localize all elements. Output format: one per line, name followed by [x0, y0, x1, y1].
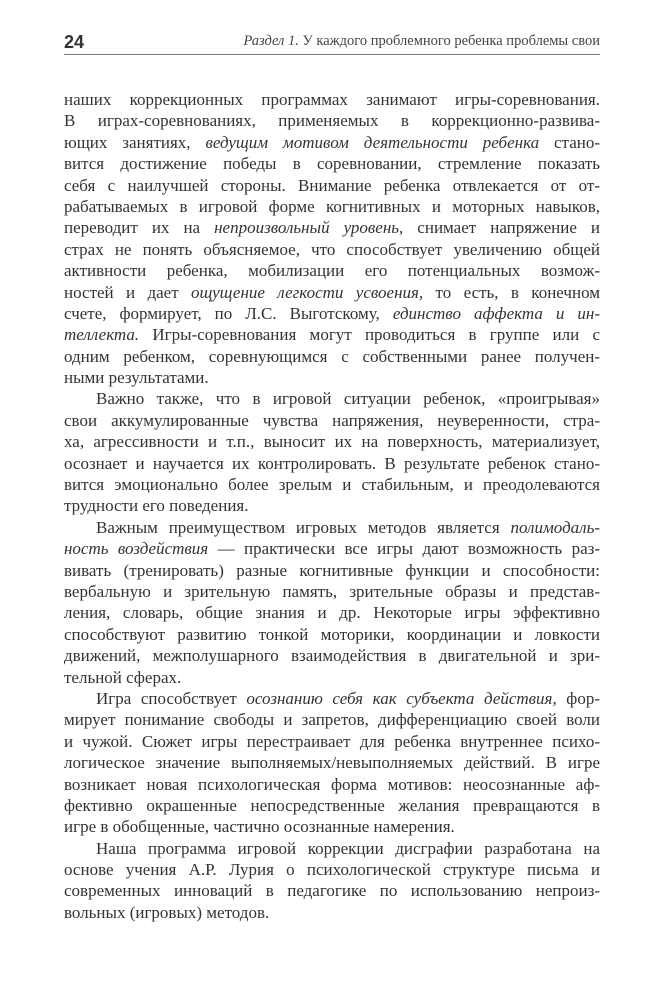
text-line [64, 282, 600, 303]
text-line [64, 795, 600, 816]
body-text: игре в обобщенные, частично осознанные намерения. [64, 817, 455, 837]
body-text: наших коррекционных программах занимают игры-соревнования. [64, 90, 600, 109]
body-text: — практически все игры дают возможность раз- [208, 539, 600, 559]
text-line [64, 175, 600, 196]
text-line [64, 239, 600, 260]
body-text: В играх-соревнованиях, применяемых в коррекционно-развива- [64, 111, 600, 131]
paragraph [64, 517, 600, 688]
text-line [64, 346, 600, 367]
page-header [64, 30, 600, 55]
text-line [64, 688, 600, 709]
text-line [64, 367, 600, 388]
text-line [64, 388, 600, 409]
text-line [64, 538, 600, 559]
text-line [64, 667, 600, 688]
text-line [64, 495, 600, 516]
text-line [64, 731, 600, 752]
paragraph [64, 688, 600, 838]
body-text: ющих занятиях, [64, 132, 206, 152]
emphasis-text: теллекта. [64, 325, 140, 345]
text-line [64, 581, 600, 602]
body-text: , снимает напряжение и [399, 218, 600, 238]
body-text: вербальную и зрительную память, зрительные образы и представ- [64, 581, 600, 601]
page-body [64, 89, 600, 923]
emphasis-text: осознанию себя как субъекта действия [246, 688, 553, 708]
paragraph [64, 838, 600, 924]
body-text: страх не понять объясняемое, что способствует увеличению общей [64, 239, 600, 259]
body-text: Важным преимуществом игровых методов является [96, 517, 511, 537]
running-head [243, 33, 600, 50]
text-line [64, 859, 600, 880]
body-text: Игры-соревнования могут проводиться в группе или с [139, 325, 600, 345]
body-text: , фор- [552, 688, 600, 708]
text-line [64, 517, 600, 538]
body-text: современных инноваций в педагогике по использованию непроиз- [64, 881, 600, 901]
text-line [64, 624, 600, 645]
body-text: вится достижение победы в соревновании, стремление показать [64, 154, 600, 174]
text-line [64, 431, 600, 452]
emphasis-text: ность воздействия [64, 539, 209, 559]
body-text: возникает новая психологическая форма мотивов: неосознанные аф- [64, 774, 600, 794]
text-line [64, 602, 600, 623]
paragraph [64, 89, 600, 388]
body-text: Наша программа игровой коррекции дисграфии разработана на [96, 838, 600, 858]
emphasis-text: полимодаль- [510, 517, 600, 537]
running-head-section: Раздел 1. [243, 33, 299, 49]
body-text: вивать (тренировать) разные когнитивные функции и способности: [64, 560, 600, 580]
body-text: стано- [539, 132, 600, 152]
body-text: логическое значение выполняемых/невыполняемых действий. В игре [64, 753, 600, 773]
body-text: одним ребенком, соревнующимся с собственными ранее получен- [64, 346, 600, 366]
text-line [64, 474, 600, 495]
text-line [64, 838, 600, 859]
text-line [64, 260, 600, 281]
body-text: переводит их на [64, 218, 215, 238]
body-text: вится эмоционально более зрелым и стабильным, и преодолеваются [64, 475, 600, 495]
body-text: ха, агрессивности и т.п., выносит их на поверхность, материализует, [64, 432, 600, 452]
text-line [64, 110, 600, 131]
text-line [64, 153, 600, 174]
body-text: осознает и научается их контролировать. В результате ребенок стано- [64, 453, 600, 473]
body-text: фективно окрашенные непосредственные желания превращаются в [64, 795, 600, 815]
body-text: вольных (игровых) методов. [64, 902, 270, 922]
body-text: трудности его поведения. [64, 496, 249, 516]
text-line [64, 196, 600, 217]
body-text: тельной сферах. [64, 667, 182, 687]
text-line [64, 774, 600, 795]
text-line [64, 902, 600, 923]
body-text: мирует понимание свободы и запретов, дифференциацию своей воли [64, 710, 600, 730]
text-line [64, 645, 600, 666]
body-text: Игра способствует [96, 688, 247, 708]
emphasis-text: ощущение легкости усвоения, [191, 282, 424, 302]
running-head-title: У каждого проблемного ребенка проблемы свои [298, 33, 600, 49]
text-line [64, 709, 600, 730]
text-line [64, 752, 600, 773]
body-text: способствуют развитию тонкой моторики, координации и ловкости [64, 624, 600, 644]
body-text: активности ребенка, мобилизации его потенциальных возмож- [64, 261, 600, 281]
body-text: и чужой. Сюжет игры перестраивает для ребенка внутреннее психо- [64, 731, 600, 751]
text-line [64, 217, 600, 238]
page-number: 24 [64, 32, 85, 52]
text-line [64, 453, 600, 474]
body-text: ными результатами. [64, 368, 209, 388]
body-text: ления, словарь, общие знания и др. Некоторые игры эффективно [64, 603, 600, 623]
body-text: ностей и дает [64, 282, 191, 302]
emphasis-text: непроизвольный уровень [214, 218, 400, 238]
body-text: счете, формирует, по Л.С. Выготскому, [64, 303, 393, 323]
emphasis-text: ведущим мотивом деятельности ребенка [205, 132, 540, 152]
emphasis-text: единство аффекта и ин- [392, 303, 600, 323]
body-text: рабатываемых в игровой форме когнитивных и моторных навыков, [64, 196, 600, 216]
text-line [64, 560, 600, 581]
body-text: свои аккумулированные чувства напряжения, неуверенности, стра- [64, 410, 600, 430]
text-line [64, 303, 600, 324]
body-text: то есть, в конечном [423, 282, 601, 302]
body-text: себя с наилучшей стороны. Внимание ребенка отвлекается от от- [64, 175, 600, 195]
text-line [64, 324, 600, 345]
body-text: движений, межполушарного взаимодействия в двигательной и зри- [64, 646, 600, 666]
body-text: основе учения А.Р. Лурия о психологической структуре письма и [64, 860, 600, 880]
text-line [64, 880, 600, 901]
body-text: Важно также, что в игровой ситуации ребенок, «проигрывая» [96, 389, 600, 409]
text-line [64, 89, 600, 110]
paragraph [64, 388, 600, 516]
text-line [64, 132, 600, 153]
text-line [64, 410, 600, 431]
text-line [64, 816, 600, 837]
